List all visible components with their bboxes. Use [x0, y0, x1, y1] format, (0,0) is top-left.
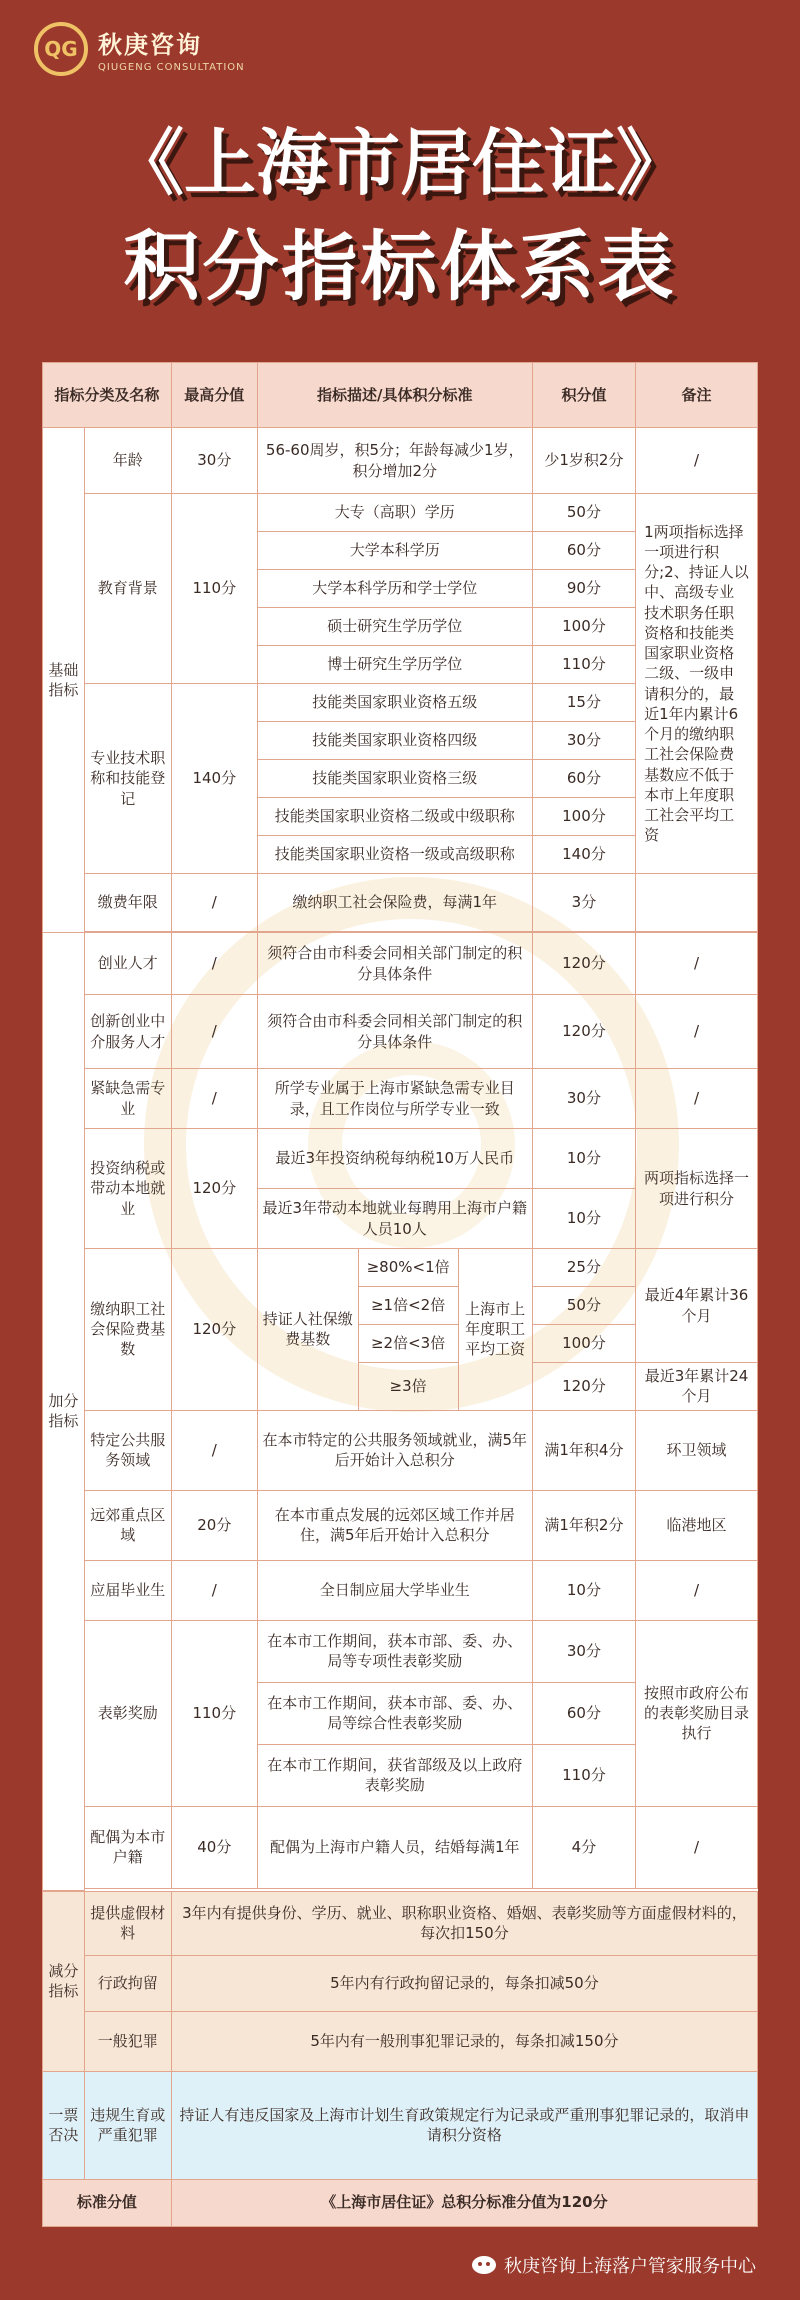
row-note: 环卫领域: [636, 1410, 758, 1490]
row-score: 60分: [532, 1682, 635, 1744]
table-header: [43, 363, 758, 428]
row-score: 25分: [532, 1249, 635, 1287]
row-name: 违规生育或严重犯罪: [84, 2071, 171, 2179]
base-range: ≥2倍<3倍: [358, 1325, 458, 1363]
row-max: 30分: [171, 428, 257, 494]
row-score: 30分: [532, 1620, 635, 1682]
row-score: 30分: [532, 1069, 635, 1129]
row-name: 配偶为本市户籍: [84, 1806, 171, 1888]
row-name: 表彰奖励: [84, 1620, 171, 1806]
row-desc: 博士研究生学历学位: [257, 646, 532, 684]
table-row: [43, 995, 758, 1069]
points-table-panel: [42, 362, 758, 2212]
row-name: 紧缺急需专业: [84, 1069, 171, 1129]
table-row: [43, 428, 758, 494]
row-desc: 硕士研究生学历学位: [257, 608, 532, 646]
page-title-line1: 《上海市居住证》: [111, 121, 688, 205]
row-desc: 全日制应届大学毕业生: [257, 1560, 532, 1620]
row-max: 110分: [171, 1620, 257, 1806]
row-name: 特定公共服务领域: [84, 1410, 171, 1490]
standard-row: [43, 2179, 758, 2226]
table-row: [43, 933, 758, 995]
row-name: 专业技术职称和技能登记: [84, 684, 171, 874]
row-score: 10分: [532, 1129, 635, 1189]
row-note: [636, 874, 758, 932]
row-desc: 持证人有违反国家及上海市计划生育政策规定行为记录或严重刑事犯罪记录的，取消申请积分资格: [171, 2071, 757, 2179]
footer: [472, 2252, 756, 2278]
table-row: [43, 494, 758, 532]
row-desc: 最近3年投资纳税每纳税10万人民币: [257, 1129, 532, 1189]
table-row: [43, 1129, 758, 1189]
row-score: 4分: [532, 1806, 635, 1888]
row-max: 40分: [171, 1806, 257, 1888]
row-score: 90分: [532, 570, 635, 608]
shared-note: 1两项指标选择一项进行积分;2、持证人以中、高级专业技术职务任职资格和技能类国家职业资格二级、一级申请积分的，最近1年内累计6个月的缴纳职工社会保险费基数应不低于本市上年度职工社会平均工资: [636, 494, 758, 874]
row-max: /: [171, 1069, 257, 1129]
row-score: 100分: [532, 798, 635, 836]
row-desc: 最近3年带动本地就业每聘用上海市户籍人员10人: [257, 1189, 532, 1249]
points-table: [42, 362, 758, 2227]
row-score: 120分: [532, 933, 635, 995]
row-max: /: [171, 995, 257, 1069]
row-note: /: [636, 995, 758, 1069]
row-max: 110分: [171, 494, 257, 684]
row-desc: 3年内有提供身份、学历、就业、职称职业资格、婚姻、表彰奖励等方面虚假材料的，每次扣150分: [171, 1891, 757, 1955]
row-max: /: [171, 933, 257, 995]
row-score: 满1年积2分: [532, 1490, 635, 1560]
table-row: [43, 2011, 758, 2071]
row-note: 两项指标选择一项进行积分: [636, 1129, 758, 1249]
row-desc: 技能类国家职业资格一级或高级职称: [257, 836, 532, 874]
row-score: 30分: [532, 722, 635, 760]
row-note: 最近4年累计36个月: [636, 1249, 758, 1363]
row-score: 少1岁积2分: [532, 428, 635, 494]
brand-name: 秋庚咨询: [98, 31, 202, 59]
row-name: 缴费年限: [84, 874, 171, 932]
row-name: 创业人才: [84, 933, 171, 995]
row-score: 110分: [532, 646, 635, 684]
row-score: 120分: [532, 1363, 635, 1411]
row-desc: 大学本科学历: [257, 532, 532, 570]
header-category: 指标分类及名称: [43, 363, 172, 428]
row-note: 临港地区: [636, 1490, 758, 1560]
row-max: 120分: [171, 1249, 257, 1411]
row-name: 缴纳职工社会保险费基数: [84, 1249, 171, 1411]
table-row: [43, 1806, 758, 1888]
table-row: [43, 1955, 758, 2011]
row-score: 15分: [532, 684, 635, 722]
row-name: 创新创业中介服务人才: [84, 995, 171, 1069]
table-row: [43, 1560, 758, 1620]
row-desc: 在本市重点发展的远郊区域工作并居住，满5年后开始计入总积分: [257, 1490, 532, 1560]
brand-logo-icon: QG: [34, 22, 88, 76]
base-label: 持证人社保缴费基数: [257, 1249, 358, 1411]
base-range: ≥80%<1倍: [358, 1249, 458, 1287]
row-desc: 技能类国家职业资格三级: [257, 760, 532, 798]
row-desc: 须符合由市科委会同相关部门制定的积分具体条件: [257, 995, 532, 1069]
table-row: [43, 1069, 758, 1129]
row-score: 50分: [532, 494, 635, 532]
category-add: 加分指标: [43, 933, 85, 1891]
row-score: 100分: [532, 608, 635, 646]
row-desc: 在本市特定的公共服务领域就业，满5年后开始计入总积分: [257, 1410, 532, 1490]
row-max: 120分: [171, 1129, 257, 1249]
row-score: 60分: [532, 760, 635, 798]
row-desc: 技能类国家职业资格二级或中级职称: [257, 798, 532, 836]
header-max: 最高分值: [171, 363, 257, 428]
row-score: 120分: [532, 995, 635, 1069]
row-score: 满1年积4分: [532, 1410, 635, 1490]
row-desc: 技能类国家职业资格五级: [257, 684, 532, 722]
row-score: 3分: [532, 874, 635, 932]
row-desc: 在本市工作期间，获省部级及以上政府表彰奖励: [257, 1744, 532, 1806]
row-score: 110分: [532, 1744, 635, 1806]
row-name: 提供虚假材料: [84, 1891, 171, 1955]
footer-text: 秋庚咨询上海落户管家服务中心: [504, 2256, 756, 2277]
row-desc: 技能类国家职业资格四级: [257, 722, 532, 760]
row-note: /: [636, 933, 758, 995]
header-description: 指标描述/具体积分标准: [257, 363, 532, 428]
row-desc: 缴纳职工社会保险费，每满1年: [257, 874, 532, 932]
base-range: ≥1倍<2倍: [358, 1287, 458, 1325]
row-max: /: [171, 1560, 257, 1620]
row-desc: 配偶为上海市户籍人员，结婚每满1年: [257, 1806, 532, 1888]
row-max: /: [171, 874, 257, 932]
row-score: 10分: [532, 1189, 635, 1249]
wechat-icon: [472, 2256, 496, 2274]
row-score: 100分: [532, 1325, 635, 1363]
table-row: [43, 1249, 758, 1287]
row-desc: 大学本科学历和学士学位: [257, 570, 532, 608]
category-basic: 基础指标: [43, 428, 85, 933]
table-row: [43, 1891, 758, 1955]
row-max: 20分: [171, 1490, 257, 1560]
table-row: [43, 874, 758, 932]
base-ref: 上海市上年度职工平均工资: [458, 1249, 532, 1411]
standard-value: 《上海市居住证》总积分标准分值为120分: [171, 2179, 757, 2226]
row-note: /: [636, 1806, 758, 1888]
row-name: 年龄: [84, 428, 171, 494]
row-desc: 须符合由市科委会同相关部门制定的积分具体条件: [257, 933, 532, 995]
row-score: 10分: [532, 1560, 635, 1620]
header-note: 备注: [636, 363, 758, 428]
row-max: 140分: [171, 684, 257, 874]
row-desc: 在本市工作期间，获本市部、委、办、局等专项性表彰奖励: [257, 1620, 532, 1682]
brand-english: QIUGENG CONSULTATION: [98, 62, 245, 73]
row-name: 一般犯罪: [84, 2011, 171, 2071]
base-range: ≥3倍: [358, 1363, 458, 1411]
row-name: 教育背景: [84, 494, 171, 684]
row-note: /: [636, 428, 758, 494]
category-deduct: 减分指标: [43, 1891, 85, 2071]
table-row: [43, 1620, 758, 1682]
row-desc: 大专（高职）学历: [257, 494, 532, 532]
row-name: 应届毕业生: [84, 1560, 171, 1620]
header-score: 积分值: [532, 363, 635, 428]
table-row: [43, 1410, 758, 1490]
row-note: 最近3年累计24个月: [636, 1363, 758, 1411]
category-veto: 一票否决: [43, 2071, 85, 2179]
brand: [34, 22, 245, 76]
row-name: 行政拘留: [84, 1955, 171, 2011]
row-note: /: [636, 1069, 758, 1129]
table-row: [43, 1490, 758, 1560]
row-desc: 56-60周岁，积5分；年龄每减少1岁，积分增加2分: [257, 428, 532, 494]
row-max: /: [171, 1410, 257, 1490]
row-note: 按照市政府公布的表彰奖励目录执行: [636, 1620, 758, 1806]
page-title-line2: 积分指标体系表: [123, 222, 677, 311]
row-name: 投资纳税或带动本地就业: [84, 1129, 171, 1249]
row-desc: 5年内有行政拘留记录的，每条扣减50分: [171, 1955, 757, 2011]
row-name: 远郊重点区域: [84, 1490, 171, 1560]
row-note: /: [636, 1560, 758, 1620]
row-score: 50分: [532, 1287, 635, 1325]
table-row: [43, 2071, 758, 2179]
row-desc: 所学专业属于上海市紧缺急需专业目录，且工作岗位与所学专业一致: [257, 1069, 532, 1129]
row-score: 140分: [532, 836, 635, 874]
standard-label: 标准分值: [43, 2179, 172, 2226]
row-desc: 5年内有一般刑事犯罪记录的，每条扣减150分: [171, 2011, 757, 2071]
row-desc: 在本市工作期间，获本市部、委、办、局等综合性表彰奖励: [257, 1682, 532, 1744]
row-score: 60分: [532, 532, 635, 570]
